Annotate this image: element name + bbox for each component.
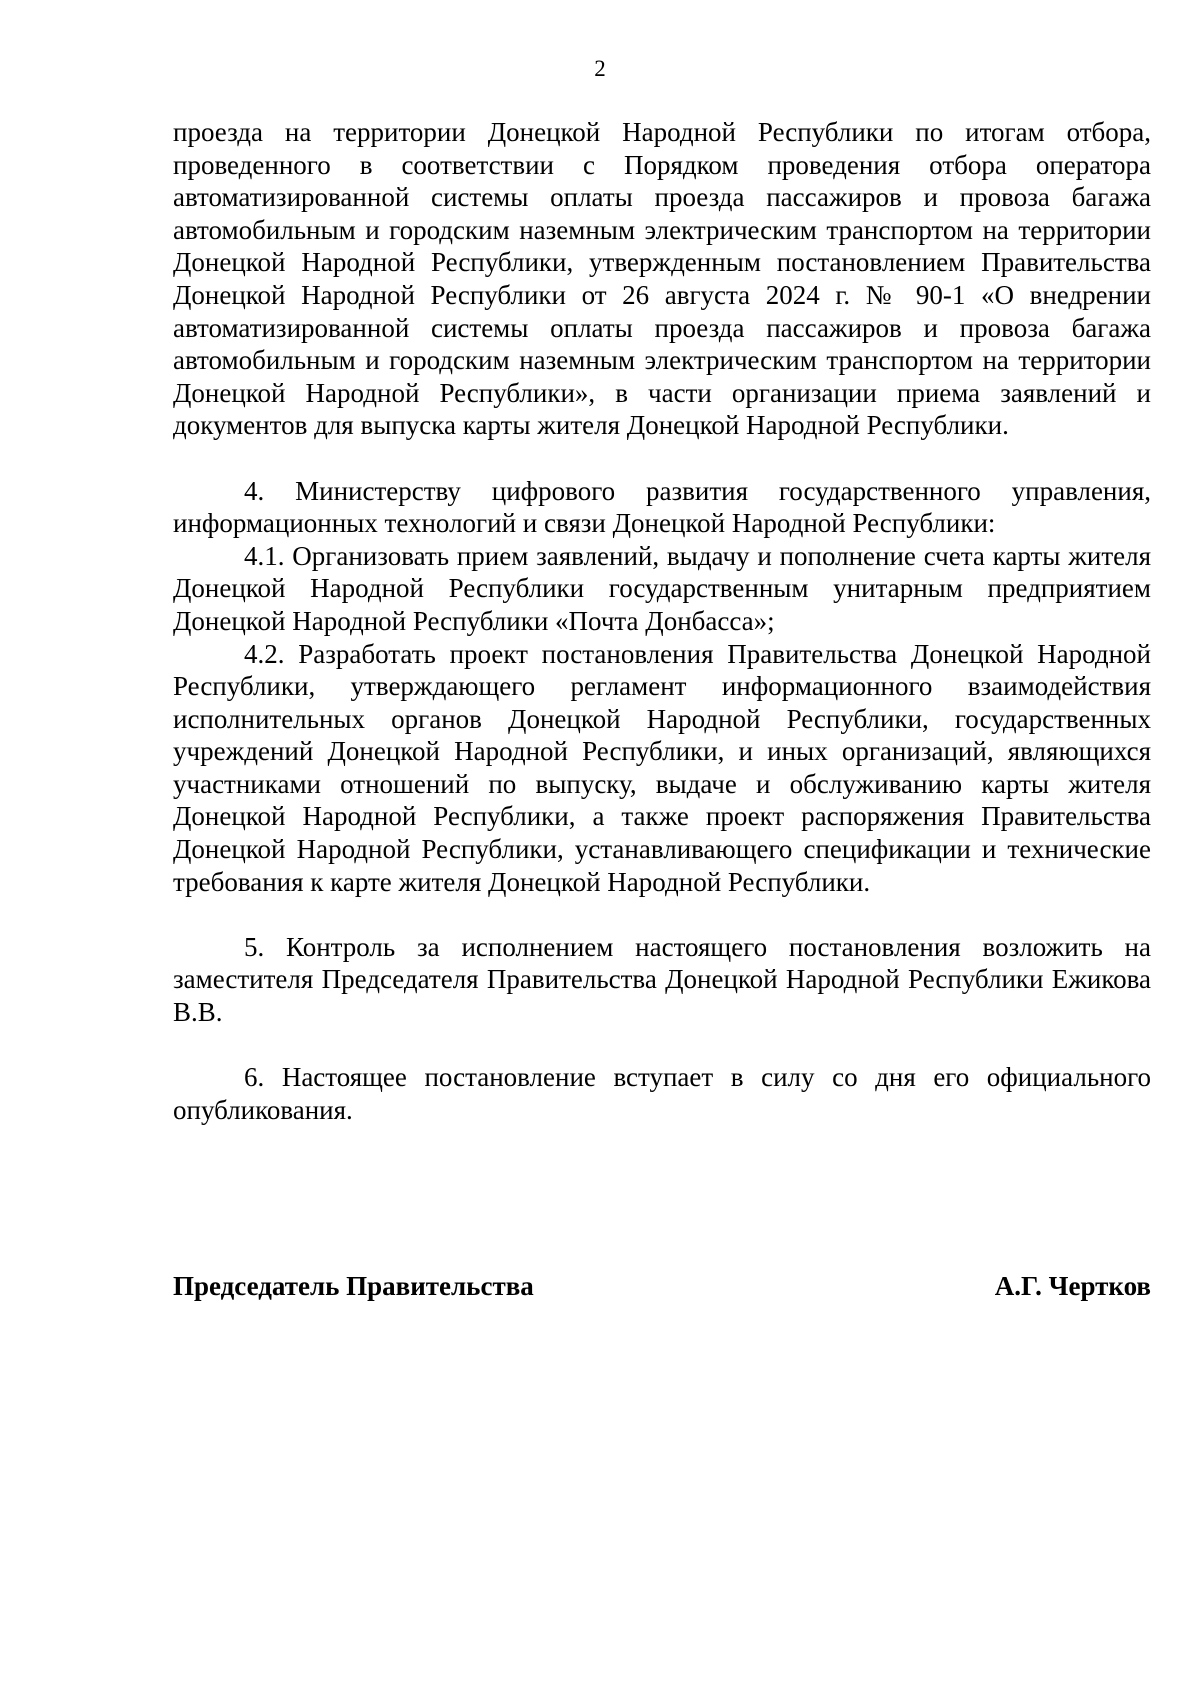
signature-block — [173, 1270, 1151, 1306]
paragraph-item-5: 5. Контроль за исполнением настоящего постановления возложить на заместителя Председателя Правительства Донецкой Народной Республики Ежикова В.В. — [173, 931, 1151, 1028]
signatory-name: А.Г. Чертков — [994, 1271, 1151, 1301]
paragraph-item-4: 4. Министерству цифрового развития государственного управления, информационных технологий и связи Донецкой Народной Республики: — [173, 475, 1151, 539]
paragraph-item-4-1: 4.1. Организовать прием заявлений, выдачу и пополнение счета карты жителя Донецкой Народной Республики государственным унитарным предприятием Донецкой Народной Республики «Почта Донбасса»; — [173, 540, 1151, 636]
paragraph-item-6: 6. Настоящее постановление вступает в силу со дня его официального опубликования. — [173, 1062, 1151, 1125]
document-body — [173, 116, 1151, 1126]
signatory-position: Председатель Правительства — [173, 1271, 534, 1301]
page-number: 2 — [594, 56, 606, 81]
paragraph-continuation: проезда на территории Донецкой Народной Республики по итогам отбора, проведенного в соответствии с Порядком проведения отбора оператора автоматизированной системы оплаты проезда пассажиров и провоза багажа автомобильным и городским наземным электрическим транспортом на территории Донецкой Народной Республики, утвержденным постановлением Правительства Донецкой Народной Республики от 26 августа 2024 г. № 90-1 «О внедрении автоматизированной системы оплаты проезда пассажиров и провоза багажа автомобильным и городским наземным электрическим транспортом на территории Донецкой Народной Республики», в части организации приема заявлений и документов для выпуска карты жителя Донецкой Народной Республики. — [173, 117, 1151, 441]
paragraph-item-4-2: 4.2. Разработать проект постановления Правительства Донецкой Народной Республики, утверждающего регламент информационного взаимодействия исполнительных органов Донецкой Народной Республики, государственных учреждений Донецкой Народной Республики, и иных организаций, являющихся участниками отношений по выпуску, выдаче и обслуживанию карты жителя Донецкой Народной Республики, а также проект распоряжения Правительства Донецкой Народной Республики, устанавливающего спецификации и технические требования к карте жителя Донецкой Народной Республики. — [173, 638, 1151, 897]
